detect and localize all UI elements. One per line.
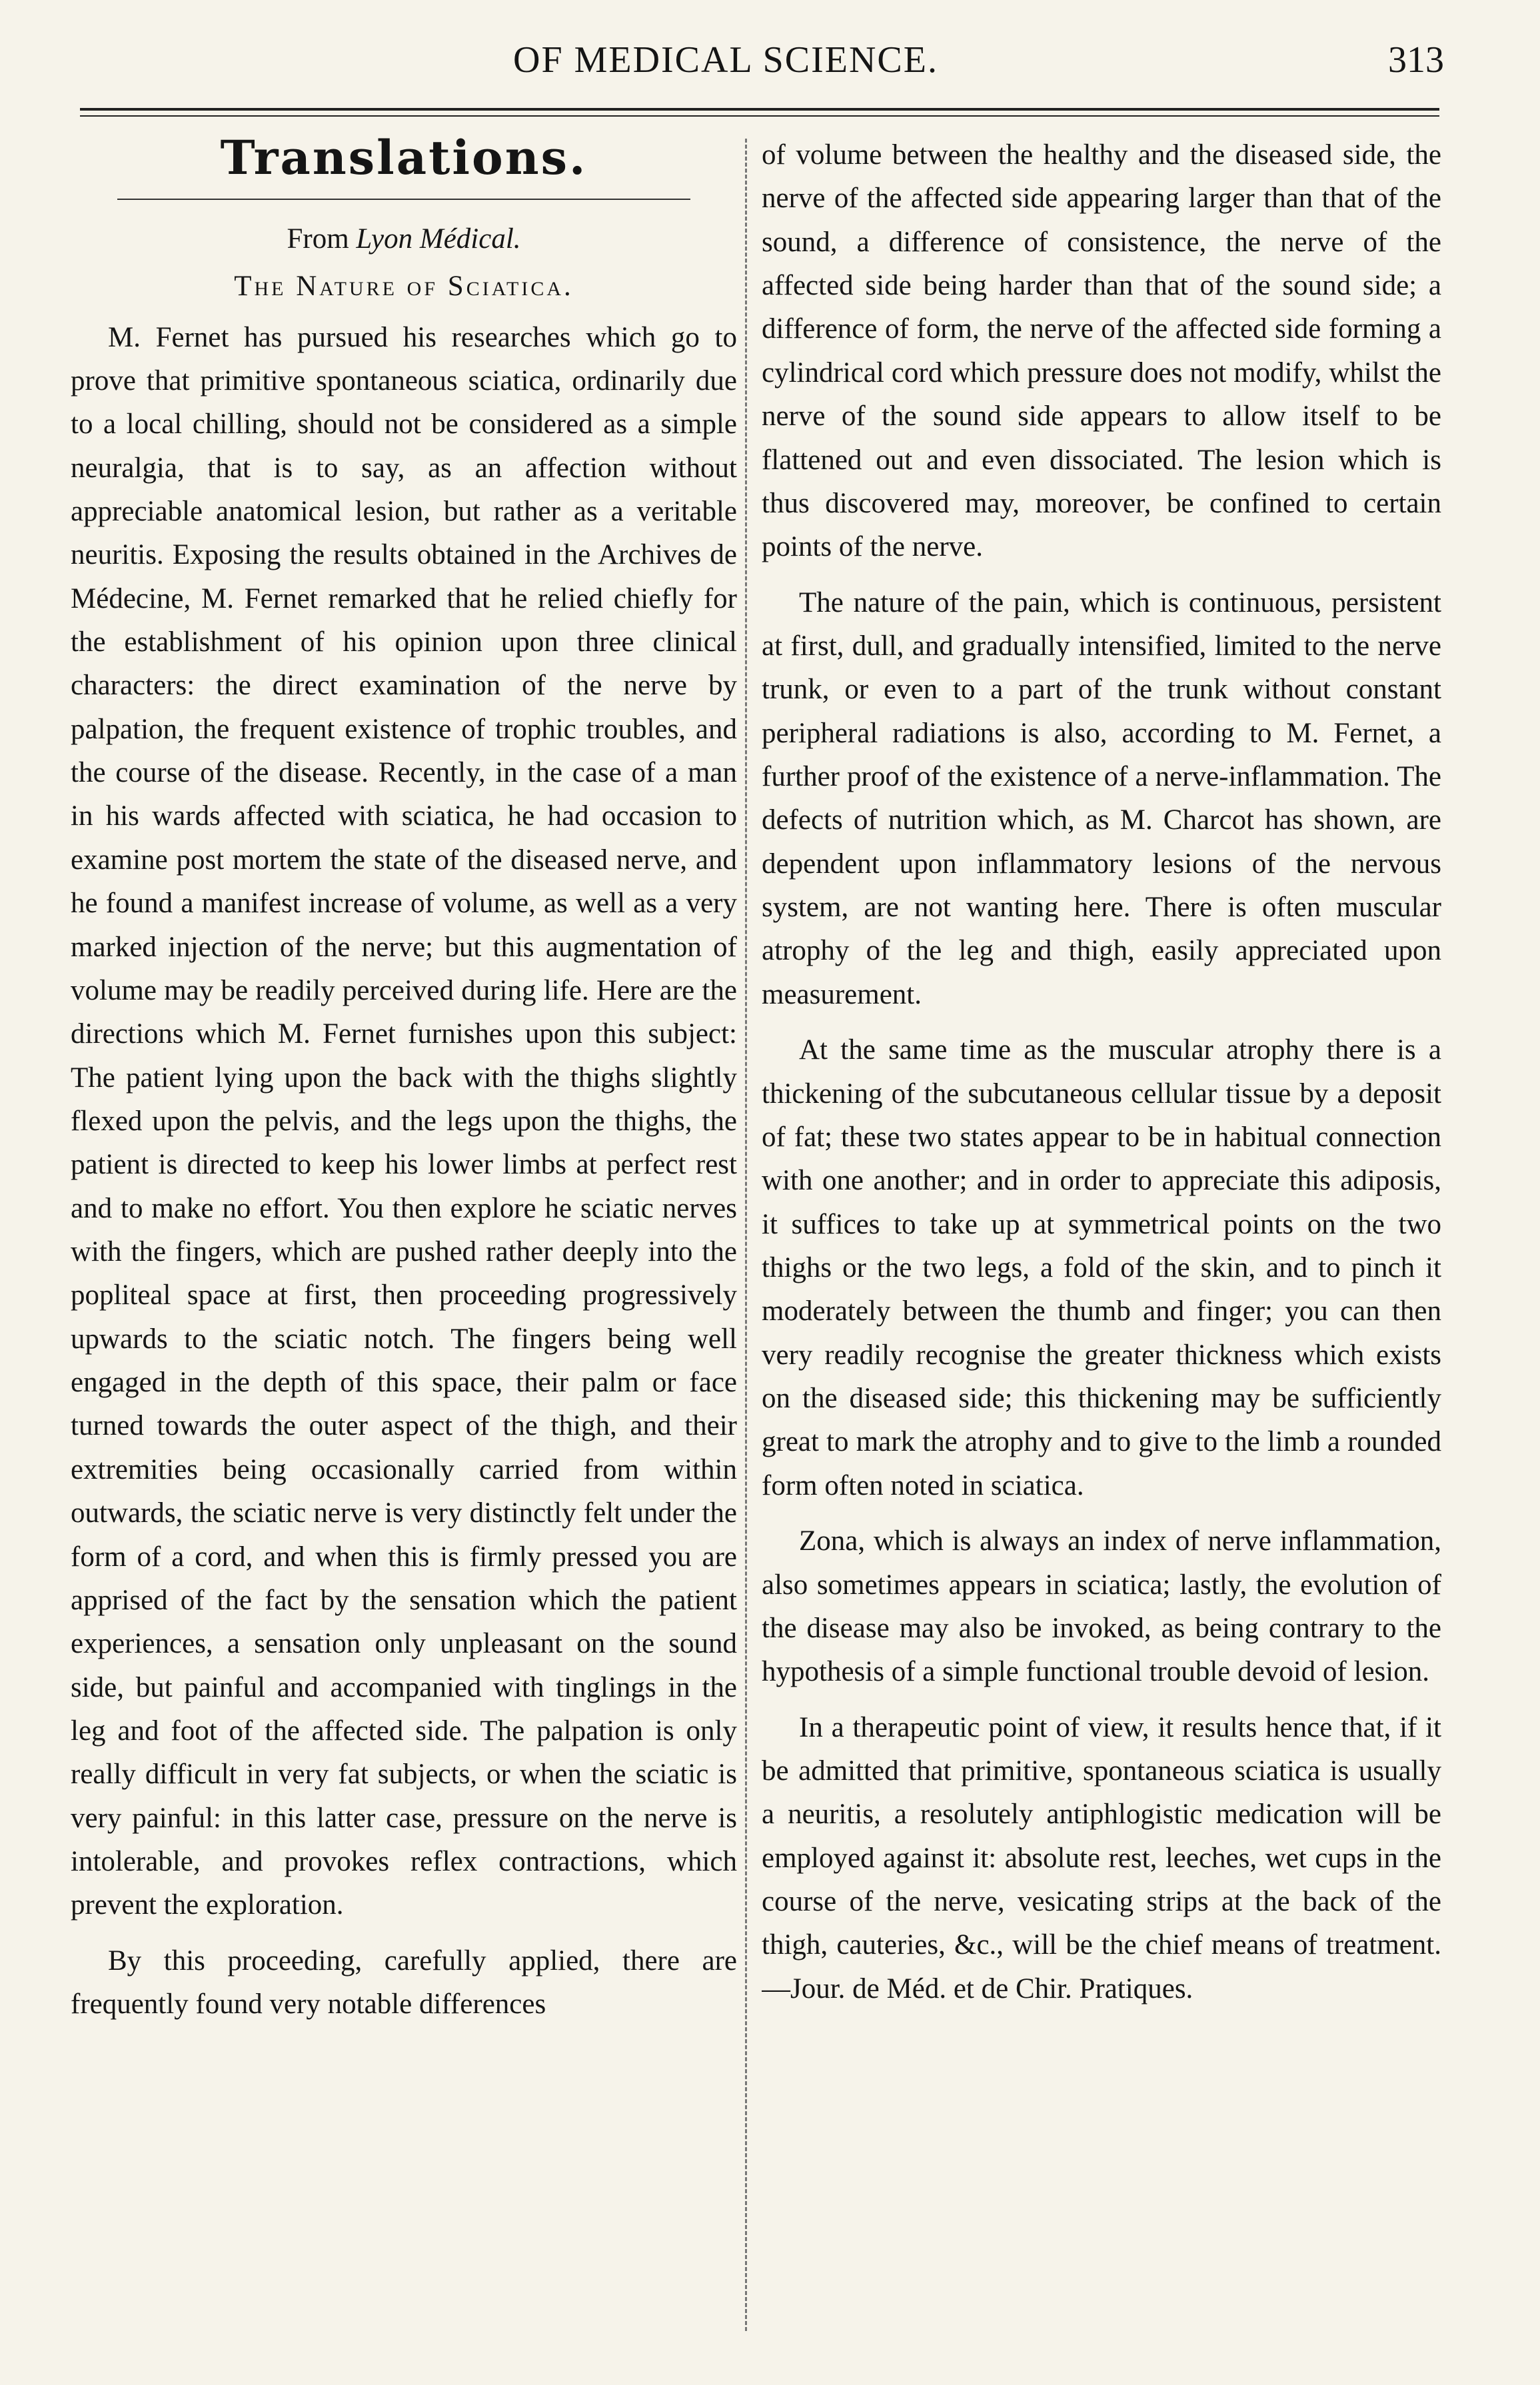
right-column (762, 133, 1441, 2332)
header-rule-thin (80, 115, 1439, 117)
right-paragraph-2: The nature of the pain, which is continuous, persistent at first, dull, and gradually intensified, limited to the nerve trunk, or even to a part of the trunk without constant peripheral radiations is also, according to M. Fernet, a further proof of the existence of a nerve-inflammation. The defects of nutrition which, as M. Charcot has shown, are dependent upon inflammatory lesions of the nervous system, are not wanting here. There is often muscular atrophy of the leg and thigh, easily appreciated upon measurement. (762, 586, 1441, 1010)
source-line (71, 223, 737, 255)
page-number: 313 (1388, 39, 1444, 81)
source-prefix: From (287, 223, 357, 255)
column-divider (745, 139, 747, 2331)
source-journal: Lyon Médical. (356, 223, 521, 255)
article-title: The Nature of Sciatica. (234, 270, 574, 302)
right-paragraph-5: In a therapeutic point of view, it results hence that, if it be admitted that primitive, spontaneous sciatica is usually a neuritis, a resolutely antiphlogistic medication will be employed against it: absolute rest, leeches, wet cups in the course of the nerve, vesicating strips at the back of the thigh, cauteries, &c., will be the chief means of treatment.—Jour. de Méd. et de Chir. Pratiques. (762, 1711, 1441, 2004)
right-paragraph-4: Zona, which is always an index of nerve inflammation, also sometimes appears in sciatica; lastly, the evolution of the disease may also be invoked, as being contrary to the hypothesis of a simple functional trouble devoid of lesion. (762, 1525, 1441, 1688)
running-head: OF MEDICAL SCIENCE. (513, 39, 938, 81)
right-paragraph-3: At the same time as the muscular atrophy there is a thickening of the subcutaneous cellular tissue by a deposit of fat; these two states appear to be in habitual connection with one another; and in order to appreciate this adiposis, it suffices to take up at symmetrical points on the two thighs or the two legs, a fold of the skin, and to pinch it moderately between the thumb and finger; you can then very readily recognise the greater thickness which exists on the diseased side; this thickening may be sufficiently great to mark the atrophy and to give to the limb a rounded form often noted in sciatica. (762, 1034, 1441, 1501)
section-title: Translations. (220, 133, 588, 185)
page-header (0, 0, 1540, 120)
left-paragraph-2: By this proceeding, carefully applied, there are frequently found very notable differences (71, 1945, 737, 2020)
right-paragraph-1: of volume between the healthy and the diseased side, the nerve of the affected side appearing larger than that of the sound, a difference of consistence, the nerve of the affected side being harder than that of the sound side; a difference of form, the nerve of the affected side forming a cylindrical cord which pressure does not modify, whilst the nerve of the sound side appears to allow itself to be flattened out and even dissociated. The lesion which is thus discovered may, moreover, be confined to certain points of the nerve. (762, 139, 1441, 563)
header-rule (80, 108, 1439, 111)
left-paragraph-1: M. Fernet has pursued his researches which go to prove that primitive spontaneous sciatica, ordinarily due to a local chilling, should not be considered as a simple neuralgia, that is to say, as an affection without appreciable anatomical lesion, but rather as a veritable neuritis. Exposing the results obtained in the Archives de Médecine, M. Fernet remarked that he relied chiefly for the establishment of his opinion upon three clinical characters: the direct examination of the nerve by palpation, the frequent existence of trophic troubles, and the course of the disease. Recently, in the case of a man in his wards affected with sciatica, he had occasion to examine post mortem the state of the diseased nerve, and he found a manifest increase of volume, as well as a very marked injection of the nerve; but this augmentation of volume may be readily perceived during life. Here are the directions which M. Fernet furnishes upon this subject: The patient lying upon the back with the thighs slightly flexed upon the pelvis, and the legs upon the thighs, the patient is directed to keep his lower limbs at perfect rest and to make no effort. You then explore he sciatic nerves with the fingers, which are pushed rather deeply into the popliteal space at first, then proceeding progressively upwards to the sciatic notch. The fingers being well engaged in the depth of this space, their palm or face turned towards the outer aspect of the thigh, and their extremities being occasionally carried from within outwards, the sciatic nerve is very distinctly felt under the form of a cord, and when this is firmly pressed you are apprised of the fact by the sensation which the patient experiences, a sensation only unpleasant on the sound side, but painful and accompanied with tinglings in the leg and foot of the affected side. The palpation is only really difficult in very fat subjects, or when the sciatic is very painful: in this latter case, pressure on the nerve is intolerable, and provokes reflex contractions, which prevent the exploration. (71, 321, 737, 1921)
left-column (71, 133, 737, 2332)
section-rule (117, 199, 690, 200)
